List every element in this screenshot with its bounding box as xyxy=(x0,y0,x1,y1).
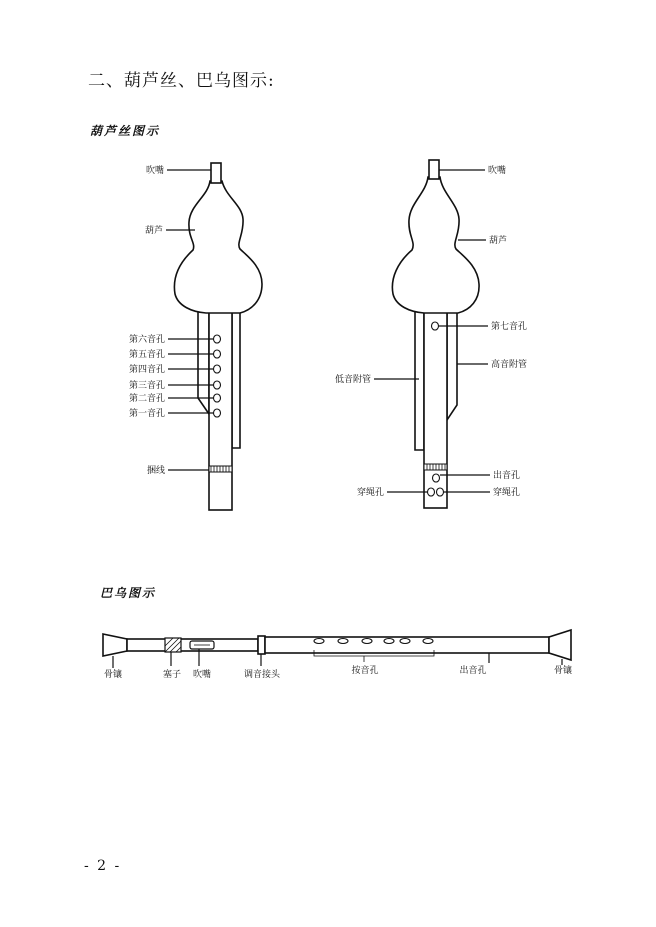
label-binding: 捆线 xyxy=(146,466,165,476)
hulusi-front-gourd xyxy=(174,181,262,313)
hulusi-hole-4 xyxy=(214,365,221,373)
label-bawu-bone-right: 骨镶 xyxy=(553,666,573,676)
label-hole-5: 第五音孔 xyxy=(128,350,165,360)
label-rope-hole-right: 穿绳孔 xyxy=(493,488,521,498)
label-front-gourd: 葫芦 xyxy=(144,226,163,236)
bawu-right-bone-end xyxy=(549,630,571,660)
bawu-finger-hole-3 xyxy=(362,639,372,644)
label-hole-2: 第二音孔 xyxy=(128,394,165,404)
hulusi-hole-3 xyxy=(214,381,221,389)
hulusi-back-mouthpiece xyxy=(429,160,439,179)
label-back-gourd: 葫芦 xyxy=(489,236,508,246)
label-back-sound-hole: 出音孔 xyxy=(493,471,521,481)
hulusi-hole-5 xyxy=(214,350,221,358)
label-bawu-bone-left: 骨镶 xyxy=(103,670,123,680)
label-hole-1: 第一音孔 xyxy=(128,409,165,419)
hulusi-front-right-pipe xyxy=(232,303,240,448)
bawu-finger-hole-4 xyxy=(384,639,394,644)
label-high-pipe: 高音附管 xyxy=(491,360,528,370)
label-bawu-mouthpiece: 吹嘴 xyxy=(192,670,212,680)
label-rope-hole-left: 穿绳孔 xyxy=(356,488,384,498)
label-hole-3: 第三音孔 xyxy=(128,381,165,391)
bawu-view xyxy=(103,630,572,680)
hulusi-rope-hole-left xyxy=(428,488,435,496)
hulusi-low-auxiliary-pipe xyxy=(415,303,424,450)
page-number: - 2 - xyxy=(84,858,122,874)
hulusi-front-binding xyxy=(209,466,232,472)
label-bawu-sound-hole: 出音孔 xyxy=(459,666,487,676)
label-bawu-finger-holes: 按音孔 xyxy=(351,666,379,676)
hulusi-back-binding xyxy=(424,464,447,470)
label-bawu-plug: 塞子 xyxy=(162,670,182,680)
label-hole-6: 第六音孔 xyxy=(128,335,165,345)
hulusi-front-mouthpiece xyxy=(211,163,221,183)
bawu-finger-hole-2 xyxy=(338,639,348,644)
hulusi-rope-hole-right xyxy=(437,488,444,496)
bawu-finger-hole-6 xyxy=(423,639,433,644)
hulusi-hole-7 xyxy=(432,322,439,330)
section-heading: 二、葫芦丝、巴乌图示: xyxy=(88,71,275,91)
bawu-left-bone-end xyxy=(103,634,127,656)
bawu-plug xyxy=(165,638,181,652)
label-back-mouthpiece: 吹嘴 xyxy=(488,166,507,176)
hulusi-front-view xyxy=(129,163,262,510)
label-bawu-tuning-joint: 调音接头 xyxy=(243,670,281,680)
hulusi-diagram-title: 葫芦丝图示 xyxy=(90,124,161,138)
hulusi-back-gourd xyxy=(392,177,479,313)
hulusi-high-auxiliary-pipe xyxy=(447,303,457,420)
label-low-pipe: 低音附管 xyxy=(334,375,371,385)
hulusi-hole-2 xyxy=(214,394,221,402)
bawu-tuning-joint xyxy=(258,636,265,654)
hulusi-sound-hole xyxy=(433,474,440,482)
label-front-mouthpiece: 吹嘴 xyxy=(145,166,164,176)
hulusi-front-main-pipe xyxy=(209,296,232,510)
bawu-finger-hole-1 xyxy=(314,639,324,644)
hulusi-hole-6 xyxy=(214,335,221,343)
bawu-diagram-title: 巴乌图示 xyxy=(100,586,157,600)
hulusi-front-side-pipe xyxy=(198,303,209,414)
hulusi-back-view xyxy=(335,160,527,508)
bawu-finger-hole-5 xyxy=(400,639,410,644)
label-hole-4: 第四音孔 xyxy=(128,365,165,375)
label-hole-7: 第七音孔 xyxy=(491,322,528,332)
hulusi-hole-1 xyxy=(214,409,221,417)
